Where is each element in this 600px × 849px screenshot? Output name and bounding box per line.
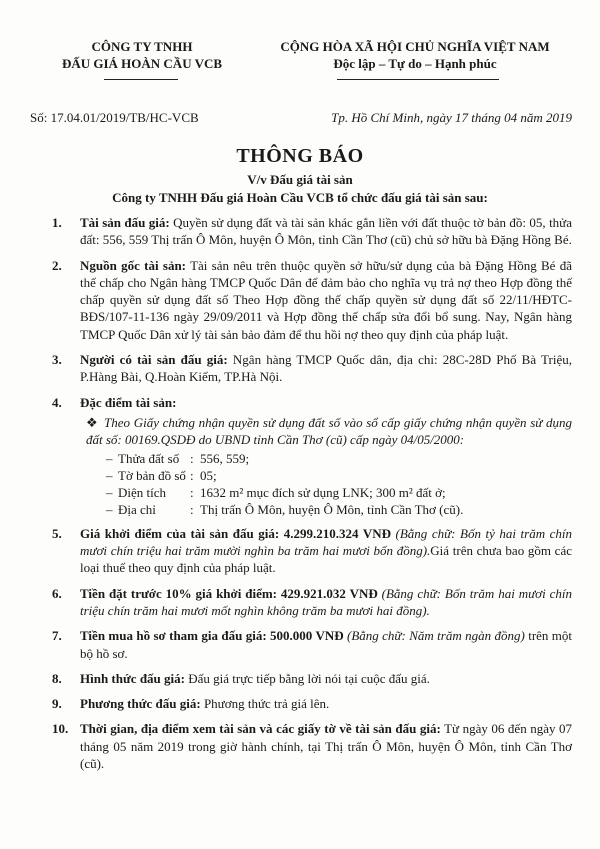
item-number: 8. xyxy=(52,670,62,686)
detail-value: Thị trấn Ô Môn, huyện Ô Môn, tỉnh Cần Thơ (cũ). xyxy=(200,502,464,518)
company-header xyxy=(52,38,232,72)
document-intro: Công ty TNHH Đấu giá Hoàn Cầu VCB tổ chức đấu giá tài sản sau: xyxy=(112,190,488,205)
list-item xyxy=(52,257,572,343)
item-number: 6. xyxy=(52,585,62,601)
detail-row: – Địa chỉ : Thị trấn Ô Môn, huyện Ô Môn, tỉnh Cần Thơ (cũ). xyxy=(80,501,572,518)
document-title: THÔNG BÁO xyxy=(236,145,364,167)
amount-in-words: (Bằng chữ: Năm trăm ngàn đồng) xyxy=(347,628,525,644)
item-text: Phương thức trả giá lên. xyxy=(203,696,330,712)
item-text: Từ ngày 06 đến ngày 07 tháng 05 năm 2019 trong giờ hành chính, tại Thị trấn Ô Môn, huyện Ô Môn, tỉnh Cần Thơ (cũ). xyxy=(80,721,573,772)
amount-in-words: (Bằng chữ: Bốn trăm hai mươi chín triệu chín trăm hai mươi mốt nghìn không trăm ba mươi hai đồng). xyxy=(80,585,573,618)
certificate-note xyxy=(80,414,572,449)
detail-row: – Diện tích : 1632 m² mục đích sử dụng LNK; 300 m² đất ở; xyxy=(80,484,572,501)
item-number: 9. xyxy=(52,696,62,712)
item-number: 1. xyxy=(52,215,62,230)
diamond-bullet-icon: ❖ xyxy=(86,414,99,430)
item-label: Người có tài sản đấu giá: xyxy=(80,352,228,368)
note-text: Theo Giấy chứng nhận quyền sử dụng đất số vào sổ cấp giấy chứng nhận quyền sử dụng đất số: 00169.QSDĐ do UBND tỉnh Cần Thơ (cũ) cấp ngày 04/05/2000: xyxy=(86,414,572,448)
detail-value: 556, 559; xyxy=(200,450,250,466)
item-label: Nguồn gốc tài sản: xyxy=(80,257,187,273)
list-item xyxy=(52,351,572,386)
item-text: Quyền sử dụng đất và tài sản khác gắn liền với đất thuộc tờ bản đồ: 05, thửa đất: 556, 559 Thị trấn Ô Môn, huyện Ô Môn, tỉnh Cần Thơ (cũ) chủ sở hữu bà Đặng Hồng Bé. xyxy=(80,215,572,248)
item-number: 7. xyxy=(52,628,62,644)
item-label: Tiền mua hồ sơ tham gia đấu giá: xyxy=(80,628,267,644)
item-text: Giá trên chưa bao gồm các loại thuế theo quy định của pháp luật. xyxy=(80,543,572,576)
nation-title: CỘNG HÒA XÃ HỘI CHỦ NGHĨA VIỆT NAM xyxy=(280,39,550,54)
item-number: 10. xyxy=(52,721,69,737)
document-number: Số: 17.04.01/2019/TB/HC-VCB xyxy=(30,110,199,125)
item-label: Đặc điểm tài sản: xyxy=(80,394,177,410)
amount-in-words: (Bằng chữ: Bốn tỷ hai trăm chín mươi chín triệu hai trăm mười nghìn ba trăm hai mươi bốn đồng). xyxy=(80,525,573,559)
place-date: Tp. Hồ Chí Minh, ngày 17 tháng 04 năm 2019 xyxy=(331,110,572,125)
company-line1: CÔNG TY TNHH xyxy=(91,39,193,54)
item-label: Giá khởi điểm của tài sản đấu giá: xyxy=(80,525,280,541)
detail-label: Địa chỉ xyxy=(118,502,156,518)
detail-row: – Thửa đất số : 556, 559; xyxy=(80,450,572,467)
item-label: Tiền đặt trước 10% giá khởi điểm: xyxy=(80,585,278,601)
item-text: Tài sản nêu trên thuộc quyền sở hữu/sử dụng của bà Đặng Hồng Bé đã thế chấp cho Ngân hàng TMCP Quốc Dân để đảm bảo cho nghĩa vụ trả nợ theo Hợp đồng thế chấp quyền sử dụng đất số Theo Hợp đồng thế chấp quyền sử dụng đất số 22/11/HĐTC-BĐS/107-11-136 ngày 29/09/2011 và Hợp đồng thế chấp sửa đổi bổ sung. Nay, Ngân hàng TMCP Quốc Dân xử lý tài sản bảo đảm để thu hồi nợ theo quy định của pháp luật. xyxy=(80,257,572,342)
detail-label: Thửa đất số xyxy=(118,450,180,466)
company-line2: ĐẤU GIÁ HOÀN CẦU VCB xyxy=(61,56,223,71)
item-list xyxy=(52,214,572,780)
list-item xyxy=(52,585,572,620)
list-item xyxy=(52,720,572,772)
item-label: Hình thức đấu giá: xyxy=(80,670,185,686)
dossier-fee: 500.000 VNĐ xyxy=(270,628,344,644)
item-number: 3. xyxy=(52,352,62,368)
company-underline xyxy=(104,79,178,80)
item-number: 4. xyxy=(52,394,62,410)
item-number: 5. xyxy=(52,525,62,541)
item-text: Đấu giá trực tiếp bằng lời nói tại cuộc đấu giá. xyxy=(188,670,430,686)
document-subject: V/v Đấu giá tài sản xyxy=(247,172,353,187)
detail-row: – Tờ bản đồ số : 05; xyxy=(80,467,572,484)
asset-details xyxy=(80,450,572,519)
item-text: trên một bộ hồ sơ. xyxy=(80,628,573,661)
item-label: Thời gian, địa điểm xem tài sản và các giấy tờ về tài sản đấu giá: xyxy=(80,721,441,737)
list-item xyxy=(52,394,572,519)
list-item xyxy=(52,670,572,687)
item-number: 2. xyxy=(52,257,62,273)
list-item xyxy=(52,695,572,712)
starting-price: 4.299.210.324 VNĐ xyxy=(283,525,391,541)
motto-underline xyxy=(337,79,499,80)
national-header xyxy=(250,38,580,72)
deposit-amount: 429.921.032 VNĐ xyxy=(280,585,378,601)
item-text: Ngân hàng TMCP Quốc dân, địa chỉ: 28C-28D Phố Bà Triệu, P.Hàng Bài, Q.Hoàn Kiếm, TP.Hà Nội. xyxy=(80,352,573,385)
detail-value: 1632 m² mục đích sử dụng LNK; 300 m² đất ở; xyxy=(200,485,446,501)
item-label: Tài sản đấu giá: xyxy=(80,215,170,230)
detail-value: 05; xyxy=(200,467,217,483)
detail-label: Diện tích xyxy=(118,485,167,501)
motto: Độc lập – Tự do – Hạnh phúc xyxy=(333,56,497,71)
list-item xyxy=(52,525,572,577)
list-item xyxy=(52,627,572,662)
detail-label: Tờ bản đồ số xyxy=(118,467,186,483)
item-label: Phương thức đấu giá: xyxy=(80,696,201,712)
list-item xyxy=(52,214,572,249)
